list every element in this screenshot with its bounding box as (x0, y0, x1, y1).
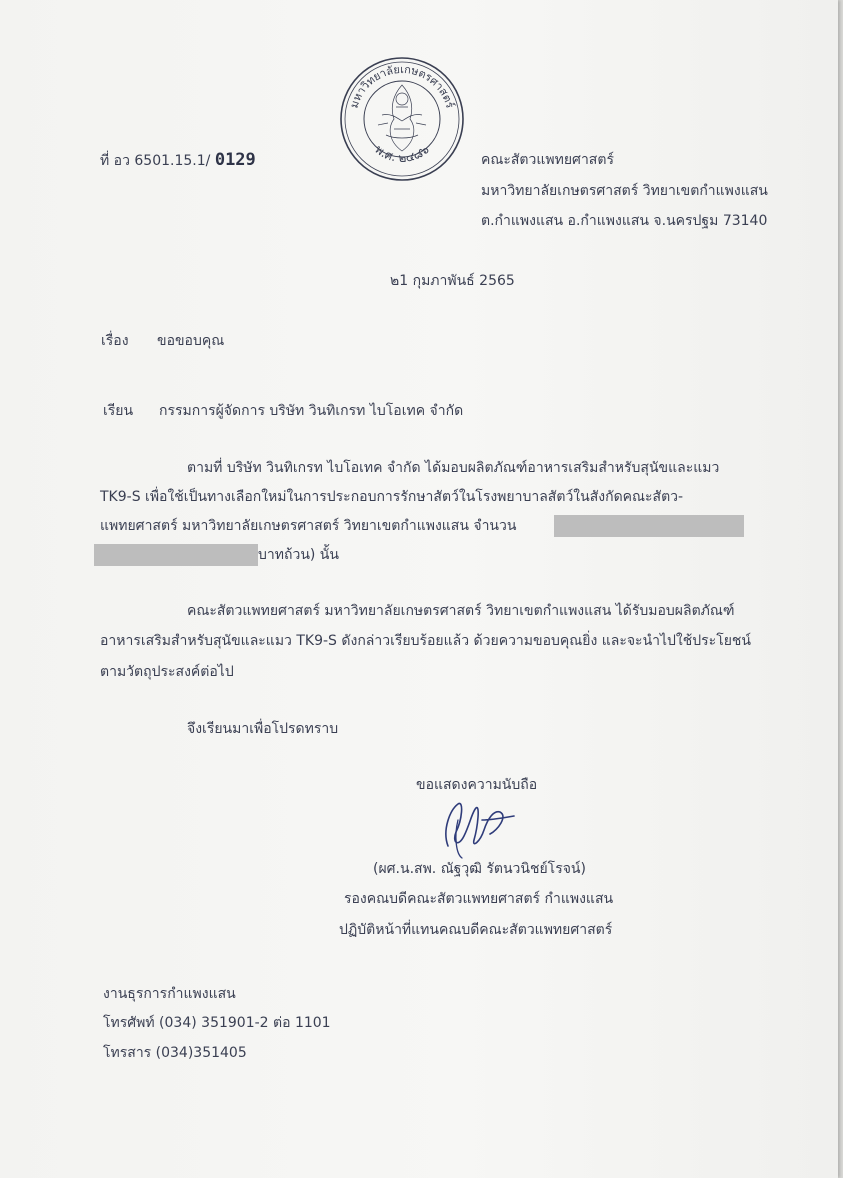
recipient-text: กรรมการผู้จัดการ บริษัท วินทิเกรท ไบโอเทค จำกัด (159, 403, 464, 419)
document-number-value: 0129 (214, 150, 256, 170)
closing-request: จึงเรียนมาเพื่อโปรดทราบ (187, 721, 339, 737)
para2-line2: อาหารเสริมสำหรับสุนัขและแมว TK9-S ดังกล่าวเรียบร้อยแล้ว ด้วยความขอบคุณยิ่ง และจะนำไปใช้ประโยชน์ (100, 633, 751, 649)
recipient-label: เรียน (103, 403, 134, 419)
para1-line4: บาทถ้วน) นั้น (258, 547, 339, 563)
signer-acting-title: ปฏิบัติหน้าที่แทนคณบดีคณะสัตวแพทยศาสตร์ (339, 922, 613, 938)
signature-icon (428, 790, 528, 860)
document-number (100, 150, 256, 171)
contact-phone: โทรศัพท์ (034) 351901-2 ต่อ 1101 (103, 1015, 331, 1031)
signer-title: รองคณบดีคณะสัตวแพทยศาสตร์ กำแพงแสน (344, 891, 614, 907)
salutation: ขอแสดงความนับถือ (416, 777, 538, 793)
letter-date: ๒1 กุมภาพันธ์ 2565 (390, 273, 515, 289)
signer-name: (ผศ.น.สพ. ณัฐวุฒิ รัตนวนิชย์โรจน์) (373, 861, 586, 877)
para2-line1: คณะสัตวแพทยศาสตร์ มหาวิทยาลัยเกษตรศาสตร์ วิทยาเขตกำแพงแสน ได้รับมอบผลิตภัณฑ์ (187, 603, 735, 619)
redaction-amount-words (94, 544, 258, 566)
subject-label: เรื่อง (101, 333, 129, 349)
para2-line3: ตามวัตถุประสงค์ต่อไป (100, 664, 234, 680)
para1-line3: แพทยศาสตร์ มหาวิทยาลัยเกษตรศาสตร์ วิทยาเขตกำแพงแสน จำนวน (100, 518, 517, 534)
document-number-prefix: ที่ อว 6501.15.1/ (100, 153, 211, 169)
redaction-amount (554, 515, 744, 537)
seal-text-bottom: พ.ศ. ๒๔๘๖ (372, 142, 432, 165)
contact-fax: โทรสาร (034)351405 (103, 1045, 247, 1061)
para1-line1: ตามที่ บริษัท วินทิเกรท ไบโอเทค จำกัด ได้มอบผลิตภัณฑ์อาหารเสริมสำหรับสุนัขและแมว (187, 460, 720, 476)
university-seal-icon (338, 55, 466, 183)
subject-text: ขอขอบคุณ (157, 333, 225, 349)
sender-faculty: คณะสัตวแพทยศาสตร์ (481, 152, 614, 168)
sender-university: มหาวิทยาลัยเกษตรศาสตร์ วิทยาเขตกำแพงแสน (481, 183, 768, 199)
contact-office: งานธุรการกำแพงแสน (103, 986, 236, 1002)
para1-line2: TK9-S เพื่อใช้เป็นทางเลือกใหม่ในการประกอบการรักษาสัตว์ในโรงพยาบาลสัตว์ในสังกัดคณะสัตว- (100, 489, 684, 505)
seal-text-top: มหาวิทยาลัยเกษตรศาสตร์ (347, 62, 457, 110)
sender-address: ต.กำแพงแสน อ.กำแพงแสน จ.นครปฐม 73140 (481, 213, 768, 229)
